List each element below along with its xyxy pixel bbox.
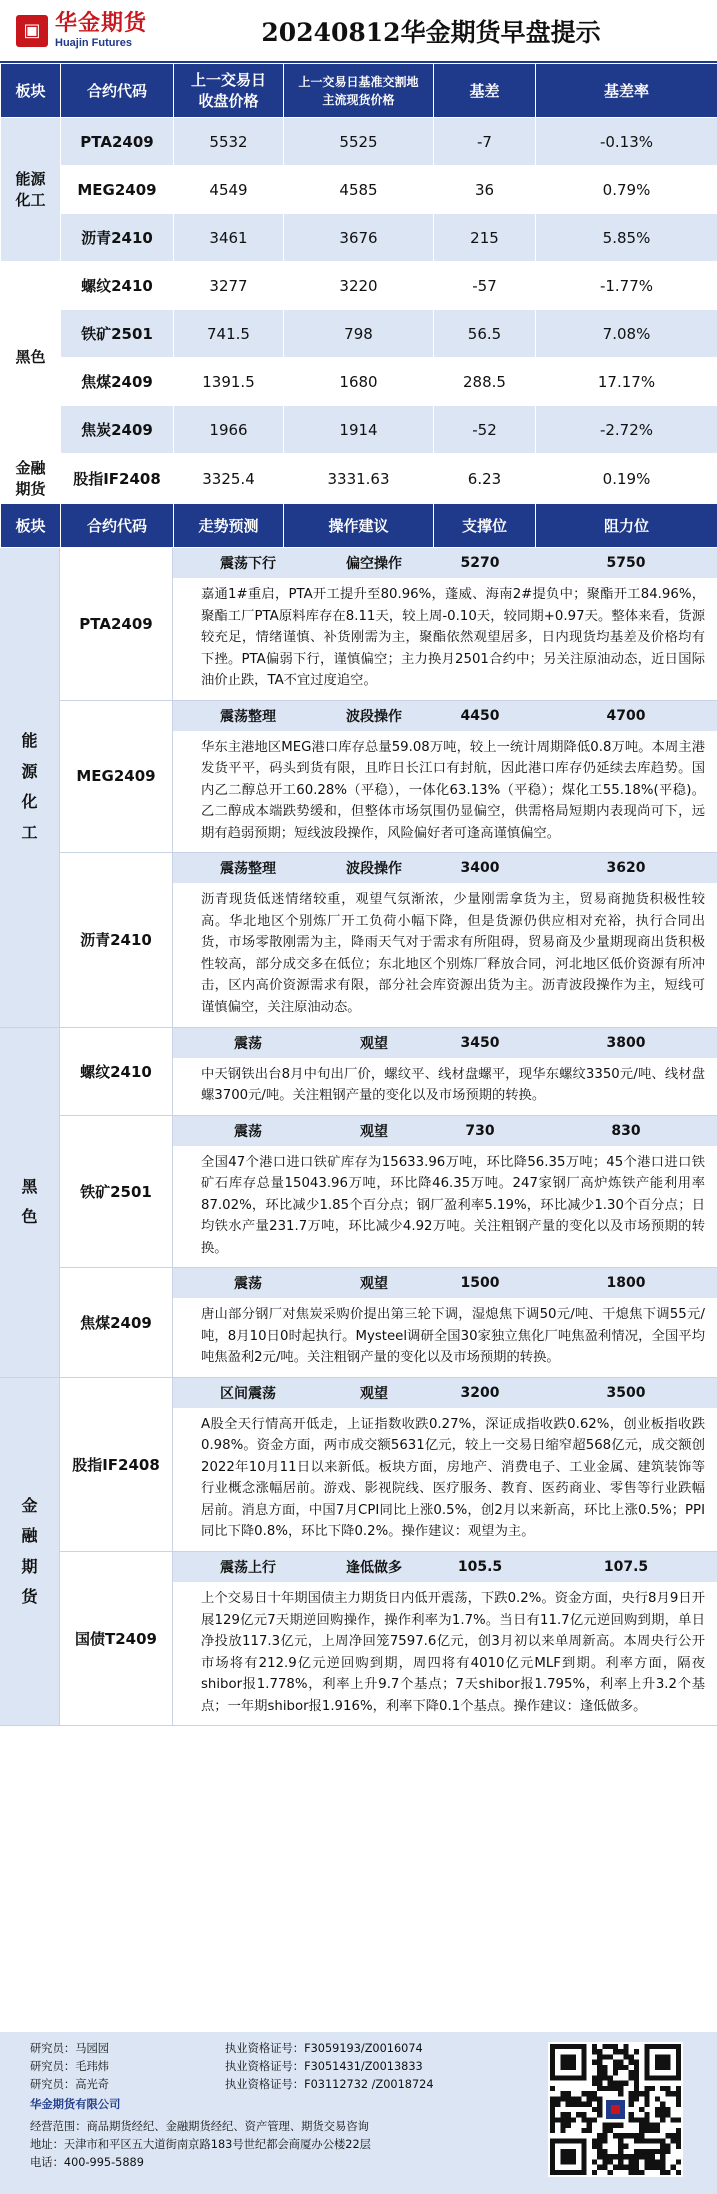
table-row bbox=[1, 454, 717, 504]
basis: 215 bbox=[434, 214, 536, 262]
forecast-item bbox=[60, 1552, 717, 1725]
analysis-text: 中天钢铁出台8月中旬出厂价，螺纹平、线材盘螺平，现华东螺纹3350元/吨、线材盘螺3700元/吨。关注粗钢产量的变化以及市场预期的转换。 bbox=[201, 1066, 705, 1104]
company-name: 华金期货有限公司 bbox=[30, 2098, 121, 2111]
forecast-summary-row bbox=[173, 701, 717, 731]
sector-cell: 金融期货 bbox=[1, 454, 61, 504]
contract-code: 铁矿2501 bbox=[61, 310, 174, 358]
business-scope: 经营范围：商品期货经纪、金融期货经纪、资产管理、期货交易咨询 bbox=[30, 2120, 369, 2133]
researcher-name: 研究员：高光奇 bbox=[30, 2078, 110, 2091]
prev-close: 741.5 bbox=[174, 310, 284, 358]
spot-price: 798 bbox=[284, 310, 434, 358]
resistance-level: 5750 bbox=[606, 555, 646, 571]
support-level: 5270 bbox=[460, 555, 500, 571]
table-row bbox=[1, 118, 717, 166]
table-row bbox=[1, 214, 717, 262]
support-level: 1500 bbox=[460, 1275, 500, 1292]
col-sector: 板块 bbox=[1, 64, 61, 118]
forecast-item bbox=[60, 1116, 717, 1269]
trend: 震荡上行 bbox=[220, 1560, 276, 1576]
advice: 波段操作 bbox=[346, 708, 402, 725]
sector-block bbox=[0, 1378, 717, 1726]
analysis-text: 上个交易日十年期国债主力期货日内低开震荡，下跌0.2%。资金方面，央行8月9日开展129亿元7天期逆回购操作，操作利率为1.7%。当日有11.7亿元逆回购到期，单日净投放117.3亿元，上周净回笼7597.6亿元，创3月初以来单周新高。本周央行公开市场将有212.9亿元逆回购到期，周四将有4010亿元MLF到期。利率方面，隔夜shibor报1.778%，利率上升9.7个基点；7天shibor报1.795%，利率上升3.2个基点；一年期shibor报1.916%，利率下降0.1个基点。操作建议：逢低做多。 bbox=[201, 1591, 705, 1714]
support-level: 4450 bbox=[460, 707, 500, 724]
spot-price: 3676 bbox=[284, 214, 434, 262]
spot-price: 3220 bbox=[284, 262, 434, 310]
advice: 偏空操作 bbox=[346, 556, 402, 572]
table-row bbox=[1, 358, 717, 406]
contract-code: 股指IF2408 bbox=[61, 454, 174, 504]
researcher-license: 执业资格证号：F03112732 /Z0018724 bbox=[225, 2078, 434, 2091]
analysis-text: 全国47个港口进口铁矿库存为15633.96万吨，环比降56.35万吨；45个港口进口铁矿石库存总量15043.96万吨，环比降46.35万吨。247家钢厂高炉炼铁产能利用率87.02%，环比减少1.85个百分点；钢厂盈利率5.19%，环比减少1.30个百分点；日均铁水产量231.7万吨，环比减少4.92万吨。关注粗钢产量的变化以及市场预期的转换。 bbox=[201, 1154, 705, 1256]
contract-code: 国债T2409 bbox=[60, 1552, 173, 1725]
spot-price: 3331.63 bbox=[284, 454, 434, 504]
footer bbox=[0, 2032, 717, 2194]
forecast-summary-row bbox=[173, 1268, 717, 1298]
contract-code: 铁矿2501 bbox=[60, 1116, 173, 1268]
company-phone: 电话：400-995-5889 bbox=[30, 2156, 144, 2169]
prev-close: 5532 bbox=[174, 118, 284, 166]
support-level: 730 bbox=[465, 1122, 495, 1139]
col-sector-2: 板块 bbox=[1, 504, 61, 548]
report-header bbox=[0, 0, 717, 63]
sector-cell: 黑色 bbox=[0, 1028, 60, 1377]
col-code-2: 合约代码 bbox=[61, 504, 174, 548]
advice: 观望 bbox=[360, 1276, 388, 1293]
resistance-level: 3800 bbox=[606, 1034, 646, 1051]
contract-code: MEG2409 bbox=[60, 701, 173, 853]
basis-rate: -0.13% bbox=[536, 118, 717, 166]
basis-rate: -2.72% bbox=[536, 406, 717, 454]
logo-cn: 华金期货 bbox=[55, 11, 148, 37]
qr-code-icon bbox=[548, 2042, 683, 2177]
analysis-text: 沥青现货低迷情绪较重，观望气氛渐浓，少量刚需拿货为主，贸易商抛货积极性较高。华北地区个别炼厂开工负荷小幅下降，但是货源仍供应相对充裕，执行合同出货，市场零散刚需为主，降雨天气对于需求有所阻碍，贸易商及少量期现商出货积极性较高，部分成交多在低位；东北地区个别炼厂释放合同，河北地区低价资源有所冲击，区内高价资源需求有限，部分社会库资源出货为主。沥青波段操作为主，短线可谨慎偏空，关注原油动态。 bbox=[201, 892, 705, 1015]
spot-price: 4585 bbox=[284, 166, 434, 214]
contract-code: 螺纹2410 bbox=[60, 1028, 173, 1115]
report-title: 20240812华金期货早盘提示 bbox=[261, 17, 601, 47]
forecast-item bbox=[60, 853, 717, 1026]
resistance-level: 830 bbox=[611, 1122, 641, 1139]
contract-code: PTA2409 bbox=[61, 118, 174, 166]
resistance-level: 1800 bbox=[606, 1275, 646, 1292]
basis-table bbox=[0, 63, 717, 548]
col-support: 支撑位 bbox=[434, 504, 536, 548]
sector-block bbox=[0, 1028, 717, 1378]
support-level: 105.5 bbox=[457, 1559, 503, 1575]
prev-close: 3461 bbox=[174, 214, 284, 262]
basis: 56.5 bbox=[434, 310, 536, 358]
advice: 波段操作 bbox=[346, 861, 402, 878]
col-basis-rate: 基差率 bbox=[536, 64, 717, 118]
basis: -57 bbox=[434, 262, 536, 310]
forecast-summary-row bbox=[173, 1028, 717, 1058]
forecast-item bbox=[60, 1378, 717, 1552]
prev-close: 3277 bbox=[174, 262, 284, 310]
col-resistance: 阻力位 bbox=[536, 504, 717, 548]
col-advice: 操作建议 bbox=[284, 504, 434, 548]
advice: 观望 bbox=[360, 1035, 388, 1052]
table-row bbox=[1, 310, 717, 358]
researcher-name: 研究员：马园园 bbox=[30, 2042, 110, 2055]
basis-rate: 5.85% bbox=[536, 214, 717, 262]
basis: 6.23 bbox=[434, 454, 536, 504]
contract-code: MEG2409 bbox=[61, 166, 174, 214]
sector-cell: 金融期货 bbox=[0, 1378, 60, 1725]
forecast-item bbox=[60, 1268, 717, 1377]
contract-code: 沥青2410 bbox=[61, 214, 174, 262]
contract-code: 沥青2410 bbox=[60, 853, 173, 1026]
advice: 观望 bbox=[360, 1123, 388, 1140]
table-row bbox=[1, 406, 717, 454]
contract-code: 焦炭2409 bbox=[61, 406, 174, 454]
forecast-summary-row bbox=[173, 548, 717, 578]
col-prev-close: 上一交易日收盘价格 bbox=[174, 64, 284, 118]
support-level: 3450 bbox=[460, 1034, 500, 1051]
logo-en: Huajin Futures bbox=[55, 36, 133, 49]
company-address: 地址：天津市和平区五大道街南京路183号世纪都会商厦办公楼22层 bbox=[30, 2138, 371, 2151]
prev-close: 3325.4 bbox=[174, 454, 284, 504]
trend: 震荡整理 bbox=[220, 861, 276, 878]
company-logo bbox=[0, 0, 175, 62]
sector-cell: 黑色 bbox=[1, 262, 61, 454]
contract-code: 螺纹2410 bbox=[61, 262, 174, 310]
sector-cell: 能源化工 bbox=[0, 548, 60, 1027]
forecast-table bbox=[0, 548, 717, 1726]
support-level: 3200 bbox=[460, 1384, 500, 1401]
basis: -7 bbox=[434, 118, 536, 166]
table-row bbox=[1, 166, 717, 214]
col-trend: 走势预测 bbox=[174, 504, 284, 548]
analysis-text: 嘉通1#重启，PTA开工提升至80.96%，蓬威、海南2#提负中；聚酯开工84.96%，聚酯工厂PTA原料库存在8.11天，较上周-0.10天，较同期+0.97天。整体来看，货源较充足，情绪谨慎、补货刚需为主，聚酯依然观望居多，日内现货均基差及价格均有下挫。PTA偏弱下行，谨慎偏空；主力换月2501合约中；另关注原油动态，近日国际油价止跌，TA不宜过度追空。 bbox=[201, 587, 705, 689]
contract-code: PTA2409 bbox=[60, 548, 173, 700]
researcher-name: 研究员：毛玮炜 bbox=[30, 2060, 110, 2073]
analysis-text: 唐山部分钢厂对焦炭采购价提出第三轮下调，湿熄焦下调50元/吨、干熄焦下调55元/吨，8月10日0时起执行。Mysteel调研全国30家独立焦化厂吨焦盈利情况，全国平均吨焦盈利2元/吨。关注粗钢产量的变化以及市场预期的转换。 bbox=[201, 1307, 705, 1366]
basis-rate: 17.17% bbox=[536, 358, 717, 406]
prev-close: 1966 bbox=[174, 406, 284, 454]
trend: 区间震荡 bbox=[220, 1385, 276, 1402]
trend: 震荡下行 bbox=[220, 556, 276, 572]
trend: 震荡整理 bbox=[220, 708, 276, 725]
resistance-level: 4700 bbox=[606, 707, 646, 724]
analysis-text: 华东主港地区MEG港口库存总量59.08万吨，较上一统计周期降低0.8万吨。本周主港发货平平，码头到货有限，且昨日长江口有封航，因此港口库存仍延续去库趋势。国内乙二醇总开工60.28%（平稳），一体化63.13%（平稳）；煤化工55.18%(平稳)。乙二醇成本端跌势缓和，但整体市场氛围仍显偏空，供需格局短期内表现尚可下，远期有趋弱预期；短线波段操作，风险偏好者可逢高谨慎偏空。 bbox=[201, 739, 705, 841]
basis: 36 bbox=[434, 166, 536, 214]
forecast-summary-row bbox=[173, 1378, 717, 1408]
resistance-level: 3620 bbox=[606, 860, 646, 877]
trend: 震荡 bbox=[234, 1123, 262, 1140]
sector-cell: 能源化工 bbox=[1, 118, 61, 262]
advice: 观望 bbox=[360, 1385, 388, 1402]
basis: 288.5 bbox=[434, 358, 536, 406]
col-code: 合约代码 bbox=[61, 64, 174, 118]
basis-rate: 7.08% bbox=[536, 310, 717, 358]
contract-code: 焦煤2409 bbox=[60, 1268, 173, 1377]
forecast-summary-row bbox=[173, 1552, 717, 1582]
prev-close: 4549 bbox=[174, 166, 284, 214]
advice: 逢低做多 bbox=[346, 1560, 402, 1576]
table-row bbox=[1, 262, 717, 310]
spot-price: 1680 bbox=[284, 358, 434, 406]
spot-price: 5525 bbox=[284, 118, 434, 166]
resistance-level: 3500 bbox=[606, 1384, 646, 1401]
col-spot: 上一交易日基准交割地主流现货价格 bbox=[284, 64, 434, 118]
basis: -52 bbox=[434, 406, 536, 454]
basis-rate: 0.79% bbox=[536, 166, 717, 214]
forecast-summary-row bbox=[173, 1116, 717, 1146]
contract-code: 股指IF2408 bbox=[60, 1378, 173, 1551]
prev-close: 1391.5 bbox=[174, 358, 284, 406]
col-basis: 基差 bbox=[434, 64, 536, 118]
contract-code: 焦煤2409 bbox=[61, 358, 174, 406]
forecast-item bbox=[60, 1028, 717, 1116]
sector-block bbox=[0, 548, 717, 1028]
basis-rate: -1.77% bbox=[536, 262, 717, 310]
spot-price: 1914 bbox=[284, 406, 434, 454]
support-level: 3400 bbox=[460, 860, 500, 877]
researcher-license: 执业资格证号：F3059193/Z0016074 bbox=[225, 2042, 423, 2055]
logo-mark-icon: ▣ bbox=[16, 15, 48, 47]
resistance-level: 107.5 bbox=[603, 1559, 649, 1575]
forecast-summary-row bbox=[173, 853, 717, 883]
trend: 震荡 bbox=[234, 1276, 262, 1293]
analysis-text: A股全天行情高开低走，上证指数收跌0.27%，深证成指收跌0.62%，创业板指收跌0.98%。资金方面，两市成交额5631亿元，较上一交易日缩窄超568亿元，成交额创2022年10月11日以来新低。板块方面，房地产、消费电子、工业金属、建筑装饰等行业概念涨幅居前。游戏、影视院线、医疗服务、教育、医药商业、零售等行业跌幅居前。消息方面，中国7月CPI同比上涨0.5%，创2月以来新高，环比上涨0.5%；PPI同比下降0.8%，环比下降0.2%。操作建议：观望为主。 bbox=[201, 1416, 705, 1540]
forecast-item bbox=[60, 548, 717, 701]
researcher-license: 执业资格证号：F3051431/Z0013833 bbox=[225, 2060, 423, 2073]
basis-rate: 0.19% bbox=[536, 454, 717, 504]
forecast-item bbox=[60, 701, 717, 854]
trend: 震荡 bbox=[234, 1035, 262, 1052]
